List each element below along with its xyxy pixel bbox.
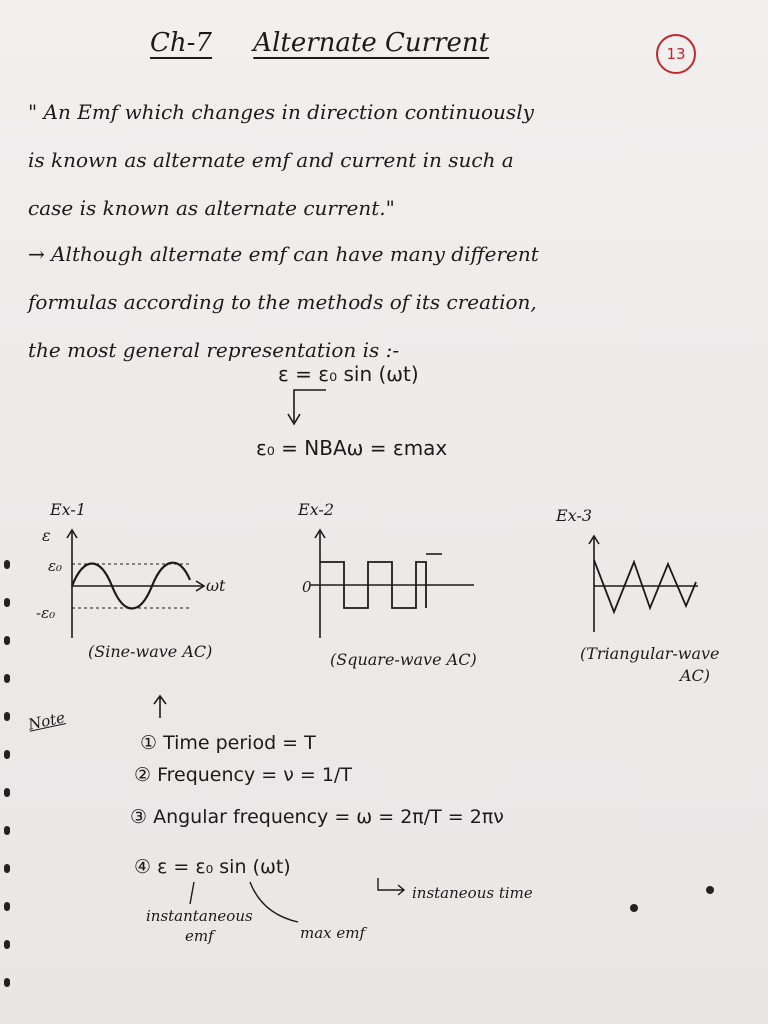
note-item-4: ④ ε = ε₀ sin (ωt) — [134, 856, 291, 878]
origin-label: 0 — [302, 578, 312, 596]
page-title — [150, 28, 489, 58]
definition-line: is known as alternate emf and current in such a — [28, 148, 514, 172]
representation-line: the most general representation is :- — [28, 338, 400, 362]
representation-line: → Although alternate emf can have many different — [28, 242, 539, 266]
page-number-badge: 13 — [656, 34, 696, 74]
definition-line: " An Emf which changes in direction continuously — [28, 100, 534, 124]
wt-axis-label: ωt — [206, 576, 226, 595]
instantaneous-emf-line-1: instantaneous — [146, 907, 253, 925]
note-item-1: ① Time period = T — [140, 732, 316, 754]
instantaneous-emf-label — [146, 906, 253, 946]
representation-line: formulas according to the methods of its creation, — [28, 290, 537, 314]
negative-peak-label: -ε₀ — [36, 604, 56, 622]
instantaneous-emf-line-2: emf — [185, 927, 214, 945]
instantaneous-time-label: instaneous time — [412, 884, 533, 902]
chapter-label: Ch-7 — [150, 28, 212, 58]
note-label: Note — [26, 708, 67, 734]
emf-axis-label: ε — [42, 526, 51, 545]
triangular-caption-line-1: (Triangular-wave — [580, 644, 720, 663]
ink-dot — [630, 904, 638, 912]
peak-label: ε₀ — [48, 557, 63, 575]
note-item-3: ③ Angular frequency = ω = 2π/T = 2πν — [130, 806, 504, 828]
up-arrow-icon — [150, 694, 170, 720]
example-3-label: Ex-3 — [556, 506, 593, 525]
triangular-wave-graph — [586, 536, 706, 636]
square-wave-graph — [310, 530, 480, 640]
sine-caption: (Sine-wave AC) — [88, 642, 213, 661]
hook-arrow-icon — [374, 876, 414, 900]
definition-line: case is known as alternate current." — [28, 196, 395, 220]
square-caption: (Square-wave AC) — [330, 650, 477, 669]
sine-wave-graph — [62, 530, 212, 640]
emf-formula: ε = ε₀ sin (ωt) — [278, 362, 419, 386]
definition-paragraph — [28, 88, 534, 232]
chapter-name: Alternate Current — [253, 28, 490, 58]
peak-emf-formula: ε₀ = NBAω = εmax — [256, 436, 448, 460]
max-emf-label: max emf — [300, 924, 366, 942]
example-2-label: Ex-2 — [298, 500, 335, 519]
example-1-label: Ex-1 — [50, 500, 87, 519]
note-item-2: ② Frequency = ν = 1/T — [134, 764, 352, 786]
triangular-caption-line-2: AC) — [680, 666, 711, 685]
ink-dot — [706, 886, 714, 894]
representation-paragraph — [28, 230, 539, 374]
